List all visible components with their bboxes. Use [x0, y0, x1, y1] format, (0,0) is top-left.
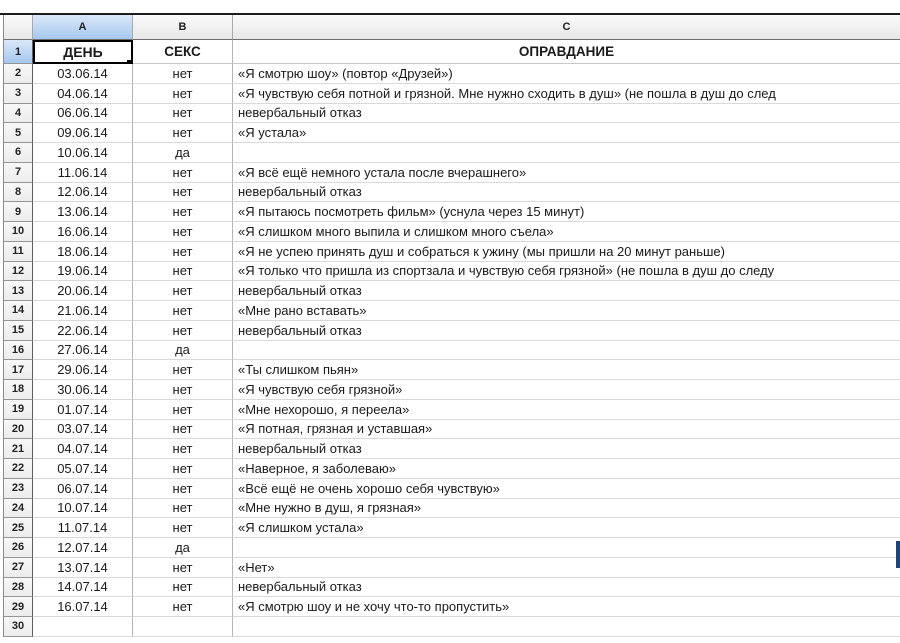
sheet-grid — [3, 40, 900, 637]
day-header-label: ДЕНЬ — [63, 44, 103, 60]
cell-date[interactable]: 13.06.14 — [33, 202, 133, 222]
table-row — [3, 558, 900, 578]
cell-date[interactable]: 29.06.14 — [33, 360, 133, 380]
row-number[interactable]: 16 — [3, 341, 33, 361]
cell-excuse[interactable]: «Я не успею принять душ и собраться к ужину (мы пришли на 20 минут раньше) — [233, 242, 900, 262]
cell-sex[interactable]: нет — [133, 64, 233, 84]
cell-excuse[interactable]: «Всё ещё не очень хорошо себя чувствую» — [233, 479, 900, 499]
scroll-indicator[interactable] — [896, 541, 900, 568]
cell-excuse[interactable]: «Наверное, я заболеваю» — [233, 459, 900, 479]
cell-excuse[interactable]: «Я чувствую себя грязной» — [233, 380, 900, 400]
cell-sex[interactable]: нет — [133, 321, 233, 341]
cell-excuse[interactable] — [233, 538, 900, 558]
cell-excuse[interactable]: «Я устала» — [233, 123, 900, 143]
cell-sex[interactable]: нет — [133, 459, 233, 479]
cell-sex[interactable]: нет — [133, 597, 233, 617]
cell-sex[interactable]: да — [133, 538, 233, 558]
cell-date[interactable]: 04.07.14 — [33, 439, 133, 459]
cell-sex[interactable]: да — [133, 341, 233, 361]
cell-excuse[interactable]: невербальный отказ — [233, 281, 900, 301]
table-row — [3, 183, 900, 203]
cell-sex[interactable]: нет — [133, 518, 233, 538]
cell-excuse[interactable] — [233, 341, 900, 361]
cell-date[interactable]: 03.07.14 — [33, 420, 133, 440]
sex-header-cell[interactable]: СЕКС — [133, 40, 233, 64]
header-data-row — [3, 40, 900, 64]
cell-date[interactable]: 03.06.14 — [33, 64, 133, 84]
table-row — [3, 262, 900, 282]
table-row — [3, 222, 900, 242]
cell-date[interactable]: 10.06.14 — [33, 143, 133, 163]
row-number[interactable]: 13 — [3, 281, 33, 301]
cell-sex[interactable]: нет — [133, 163, 233, 183]
cell-excuse[interactable]: невербальный отказ — [233, 321, 900, 341]
row-number[interactable]: 3 — [3, 84, 33, 104]
cell-sex[interactable]: нет — [133, 558, 233, 578]
cell-date[interactable]: 05.07.14 — [33, 459, 133, 479]
row-number[interactable]: 1 — [3, 40, 33, 64]
cell-date[interactable]: 01.07.14 — [33, 400, 133, 420]
cell-excuse[interactable]: невербальный отказ — [233, 104, 900, 124]
cell-date[interactable]: 06.07.14 — [33, 479, 133, 499]
cell-date[interactable]: 12.06.14 — [33, 183, 133, 203]
row-number[interactable]: 20 — [3, 420, 33, 440]
row-number[interactable]: 26 — [3, 538, 33, 558]
cell-excuse[interactable]: «Нет» — [233, 558, 900, 578]
table-row — [3, 420, 900, 440]
cell-date[interactable]: 19.06.14 — [33, 262, 133, 282]
cell-date[interactable]: 12.07.14 — [33, 538, 133, 558]
table-row — [3, 578, 900, 598]
cell-excuse[interactable]: невербальный отказ — [233, 439, 900, 459]
table-row — [3, 341, 900, 361]
table-row — [3, 400, 900, 420]
column-header-b[interactable]: B — [133, 15, 233, 40]
cell-excuse[interactable]: «Мне нужно в душ, я грязная» — [233, 499, 900, 519]
table-row — [3, 143, 900, 163]
row-number[interactable]: 9 — [3, 202, 33, 222]
row-number[interactable]: 27 — [3, 558, 33, 578]
cell-date[interactable]: 16.07.14 — [33, 597, 133, 617]
cell-date[interactable]: 18.06.14 — [33, 242, 133, 262]
cell-sex[interactable]: нет — [133, 380, 233, 400]
rows — [3, 64, 900, 637]
row-number[interactable]: 22 — [3, 459, 33, 479]
table-row — [3, 479, 900, 499]
cell-sex[interactable] — [133, 617, 233, 637]
cell-excuse[interactable]: «Я смотрю шоу» (повтор «Друзей») — [233, 64, 900, 84]
table-row — [3, 439, 900, 459]
table-row — [3, 360, 900, 380]
cell-date[interactable]: 09.06.14 — [33, 123, 133, 143]
table-row — [3, 597, 900, 617]
column-header-row — [3, 15, 900, 40]
row-number[interactable]: 14 — [3, 301, 33, 321]
table-row — [3, 202, 900, 222]
cell-sex[interactable]: нет — [133, 202, 233, 222]
cell-excuse[interactable]: «Я только что пришла из спортзала и чувствую себя грязной» (не пошла в душ до следу — [233, 262, 900, 282]
column-header-c[interactable]: C — [233, 15, 900, 40]
table-row — [3, 123, 900, 143]
table-row — [3, 380, 900, 400]
table-row — [3, 163, 900, 183]
cell-sex[interactable]: нет — [133, 104, 233, 124]
cell-excuse[interactable]: невербальный отказ — [233, 183, 900, 203]
row-number[interactable]: 21 — [3, 439, 33, 459]
cell-date[interactable]: 16.06.14 — [33, 222, 133, 242]
selected-cell-day-header[interactable] — [33, 40, 133, 64]
cell-excuse[interactable]: «Я потная, грязная и уставшая» — [233, 420, 900, 440]
cell-date[interactable]: 30.06.14 — [33, 380, 133, 400]
row-number[interactable]: 24 — [3, 499, 33, 519]
table-row — [3, 242, 900, 262]
cell-sex[interactable]: нет — [133, 479, 233, 499]
cell-sex[interactable]: нет — [133, 360, 233, 380]
row-number[interactable]: 25 — [3, 518, 33, 538]
column-header-a[interactable]: A — [33, 15, 133, 40]
row-number[interactable]: 2 — [3, 64, 33, 84]
cell-excuse[interactable]: «Мне нехорошо, я переела» — [233, 400, 900, 420]
table-row — [3, 84, 900, 104]
cell-sex[interactable]: нет — [133, 420, 233, 440]
cell-sex[interactable]: нет — [133, 578, 233, 598]
cell-sex[interactable]: нет — [133, 281, 233, 301]
row-number[interactable]: 15 — [3, 321, 33, 341]
cell-date[interactable]: 14.07.14 — [33, 578, 133, 598]
table-row — [3, 518, 900, 538]
cell-date[interactable] — [33, 617, 133, 637]
cell-date[interactable]: 11.06.14 — [33, 163, 133, 183]
row-number[interactable]: 30 — [3, 617, 33, 637]
table-row — [3, 499, 900, 519]
row-number[interactable]: 8 — [3, 183, 33, 203]
row-number[interactable]: 5 — [3, 123, 33, 143]
cell-sex[interactable]: нет — [133, 123, 233, 143]
cell-date[interactable]: 10.07.14 — [33, 499, 133, 519]
cell-sex[interactable]: нет — [133, 400, 233, 420]
row-number[interactable]: 4 — [3, 104, 33, 124]
excuse-header-cell[interactable]: ОПРАВДАНИЕ — [233, 40, 900, 64]
cell-date[interactable]: 21.06.14 — [33, 301, 133, 321]
row-number[interactable]: 10 — [3, 222, 33, 242]
row-number[interactable]: 17 — [3, 360, 33, 380]
cell-sex[interactable]: нет — [133, 242, 233, 262]
table-row — [3, 281, 900, 301]
cell-date[interactable]: 13.07.14 — [33, 558, 133, 578]
cell-excuse[interactable]: «Я слишком устала» — [233, 518, 900, 538]
table-row — [3, 301, 900, 321]
cell-excuse[interactable]: «Я смотрю шоу и не хочу что-то пропустить» — [233, 597, 900, 617]
table-row — [3, 538, 900, 558]
cell-date[interactable]: 27.06.14 — [33, 341, 133, 361]
table-row — [3, 104, 900, 124]
table-row — [3, 459, 900, 479]
row-number[interactable]: 29 — [3, 597, 33, 617]
table-row — [3, 321, 900, 341]
row-number[interactable]: 12 — [3, 262, 33, 282]
row-number[interactable]: 19 — [3, 400, 33, 420]
cell-excuse[interactable]: «Я пытаюсь посмотреть фильм» (уснула через 15 минут) — [233, 202, 900, 222]
cell-excuse[interactable]: «Мне рано вставать» — [233, 301, 900, 321]
row-number[interactable]: 18 — [3, 380, 33, 400]
cell-date[interactable]: 11.07.14 — [33, 518, 133, 538]
row-number[interactable]: 7 — [3, 163, 33, 183]
cell-sex[interactable]: нет — [133, 262, 233, 282]
cell-excuse[interactable]: «Я чувствую себя потной и грязной. Мне нужно сходить в душ» (не пошла в душ до след — [233, 84, 900, 104]
fill-handle[interactable] — [127, 60, 133, 64]
cell-excuse[interactable]: «Я всё ещё немного устала после вчерашнего» — [233, 163, 900, 183]
cell-sex[interactable]: нет — [133, 301, 233, 321]
cell-excuse[interactable] — [233, 617, 900, 637]
cell-excuse[interactable]: «Ты слишком пьян» — [233, 360, 900, 380]
cell-date[interactable]: 04.06.14 — [33, 84, 133, 104]
cell-date[interactable]: 22.06.14 — [33, 321, 133, 341]
row-number[interactable]: 23 — [3, 479, 33, 499]
row-number[interactable]: 6 — [3, 143, 33, 163]
cell-sex[interactable]: нет — [133, 439, 233, 459]
row-number[interactable]: 28 — [3, 578, 33, 598]
cell-sex[interactable]: нет — [133, 499, 233, 519]
cell-sex[interactable]: нет — [133, 222, 233, 242]
cell-excuse[interactable]: невербальный отказ — [233, 578, 900, 598]
cell-sex[interactable]: да — [133, 143, 233, 163]
cell-excuse[interactable]: «Я слишком много выпила и слишком много съела» — [233, 222, 900, 242]
cell-date[interactable]: 20.06.14 — [33, 281, 133, 301]
table-row — [3, 64, 900, 84]
cell-date[interactable]: 06.06.14 — [33, 104, 133, 124]
cell-sex[interactable]: нет — [133, 183, 233, 203]
table-row — [3, 617, 900, 637]
cell-sex[interactable]: нет — [133, 84, 233, 104]
row-number[interactable]: 11 — [3, 242, 33, 262]
cell-excuse[interactable] — [233, 143, 900, 163]
select-all-corner[interactable] — [3, 15, 33, 40]
